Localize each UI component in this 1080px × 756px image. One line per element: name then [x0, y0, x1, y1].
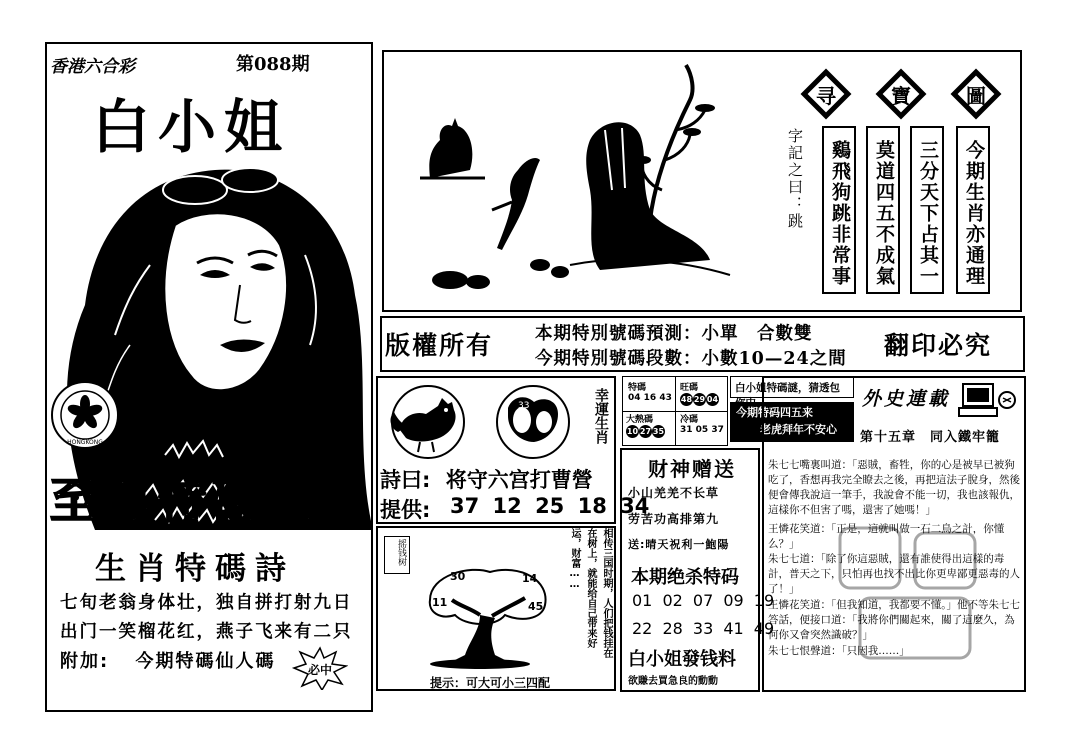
stat-cell-hot — [680, 380, 719, 406]
lucky-zodiac-label: 幸運生肖 — [593, 388, 609, 444]
riddle-word: 字記之曰：跳 — [786, 128, 804, 230]
riddle-column-4: 鷄飛狗跳非常事 — [822, 126, 856, 294]
stat-value: 31 — [680, 425, 693, 435]
novel-paragraph-1: 朱七七嘴裏叫道：「惡賊，畜牲，你的心是被早已被狗吃了，香想再我完全瞭去之後，再把這法子脫身，然後便會傳我說這一筆手，我說會不能一切，我也該報仇，這樣你不但害了嗎，還害了她嗎！」 — [768, 459, 1020, 516]
addon-label: 附加: — [60, 651, 110, 672]
stat-ball: 35 — [652, 427, 665, 436]
tree-number-2: 14 — [522, 572, 538, 585]
stat-title: 特碼 — [628, 383, 647, 393]
poem-say-text: 将守六宫打曹營 — [445, 468, 593, 492]
stat-value: 37 — [711, 425, 724, 435]
stat-cell-cold — [680, 412, 724, 435]
addon-line — [60, 647, 275, 673]
title-tile-2-text: 寶 — [891, 83, 911, 108]
computer-icon — [955, 380, 1019, 422]
money-subtitle: 欲賺去買急良的動動 — [628, 676, 718, 687]
stat-title: 旺碼 — [680, 383, 699, 393]
dog-icon — [490, 384, 576, 460]
title-tile-1-text: 寻 — [816, 83, 836, 108]
ink-illustration — [400, 60, 780, 300]
kill-numbers-row-2: 22 28 33 41 49 — [632, 619, 775, 638]
stat-ball: 48 — [680, 395, 693, 404]
provide-label: 提供: — [380, 498, 431, 522]
bizhong-stamp — [292, 646, 348, 690]
kill-numbers-row-1: 01 02 07 09 19 — [632, 591, 775, 610]
novel-paragraph-2: 王憐花笑道：「正是，這就叫做一石二鳥之計，你懂么？」 — [768, 523, 1005, 550]
title-tile-2 — [875, 68, 927, 120]
serial-title: 外史連載 — [862, 388, 951, 410]
issue-number: 第088期 — [236, 54, 310, 75]
stat-ball: 10 — [626, 427, 639, 436]
provide-numbers: 37 12 25 18 34 — [450, 494, 650, 518]
poem-label — [380, 464, 593, 494]
title-tile-3-text: 圖 — [966, 83, 986, 108]
caishen-line-2: 劳苦功高排第九 — [628, 512, 720, 526]
kill-numbers-title: 本期绝杀特码 — [631, 567, 739, 588]
poem-line-2: 出门一笑榴花红，燕子飞来有二只 — [60, 622, 353, 642]
brand-title: 香港六合彩 — [50, 57, 135, 77]
novel-paragraph-4: 王憐花笑道：「但我知道，我都要不懂。」他不等朱七七答話，便接口道：「我將你們關起來，關了這麼久，為何你又會突然識破？」 — [768, 599, 1020, 641]
poem-title: 生肖特碼詩 — [95, 551, 295, 587]
tree-side-column-3: 运，财富…… — [569, 528, 580, 590]
stat-ball: 29 — [693, 395, 706, 404]
riddle-column-1: 今期生肖亦通理 — [956, 126, 990, 294]
stat-value: 05 — [695, 425, 709, 435]
money-title: 白小姐發钱料 — [628, 649, 736, 670]
rooster-icon — [380, 384, 476, 460]
money-tree-hint: 提示：可大可小三四配 — [430, 676, 551, 690]
money-tree-label: 摇钱树 — [384, 536, 410, 574]
stat-value: 43 — [659, 393, 672, 403]
stat-cell-big-hot — [626, 412, 665, 438]
poem-say-label: 詩曰: — [380, 468, 431, 492]
outline-watermark — [820, 518, 1000, 668]
tree-number-4: 45 — [528, 600, 544, 613]
stat-cell-special — [628, 380, 672, 403]
money-tree-illustration — [410, 560, 560, 670]
caishen-line-1: 小山羌羌不长草 — [628, 486, 720, 500]
riddle-column-2: 三分天下占其一 — [910, 126, 944, 294]
novel-paragraph-5: 朱七七恨聲道：「只因我……」 — [768, 645, 910, 657]
tree-side-column-1: 相传三国时期，人们把钱挂在 — [601, 528, 612, 658]
tree-number-1: 30 — [450, 570, 466, 583]
stat-ball: 04 — [706, 395, 719, 404]
poem-line-1: 七旬老翁身体壮，独自拼打射九日 — [60, 593, 353, 613]
prediction-line-1: 本期特別號碼預測：小單 合數雙 — [535, 324, 813, 344]
serial-chapter: 第十五章 同入鐵牢籠 — [860, 430, 1001, 445]
special-line-2: 老虎拜年不安心 — [760, 423, 837, 436]
special-line-1: 今期特码四五来 — [736, 406, 813, 419]
riddle-box: 白小姐特碼謎，猜透包 — [730, 376, 854, 398]
hk-seal-label: HONGKONG — [67, 439, 103, 446]
addon-text: 今期特碼仙人碼 — [135, 651, 276, 672]
copyright-left: 版權所有 — [385, 331, 494, 360]
stamp-text: 必中 — [307, 663, 333, 677]
riddle-column-3: 莫道四五不成氣 — [866, 126, 900, 294]
stat-title: 大熱碼 — [626, 415, 654, 425]
title-tile-1 — [800, 68, 852, 120]
newspaper-title: 至尊特碼報 — [50, 473, 321, 529]
prediction-line-2: 今期特別號碼段數：小數10—24之間 — [535, 349, 847, 369]
hong-kong-seal-icon — [50, 380, 120, 450]
stat-title: 冷碼 — [680, 415, 699, 425]
copyright-right: 翻印必究 — [884, 331, 993, 360]
stat-value: 16 — [643, 393, 657, 403]
caishen-title: 财神赠送 — [648, 457, 736, 481]
tree-side-column-2: 在树上，就能给自己带来好 — [585, 528, 596, 648]
title-tile-3 — [950, 68, 1002, 120]
novel-paragraph-3: 朱七七道：「除了你這惡賊，還有誰使得出這樣的毒計，普天之下，只怕再也找不出比你更卑鄙更惡毒的人了！」 — [768, 553, 1020, 595]
tree-number-3: 11 — [432, 596, 448, 609]
stat-value: 04 — [628, 393, 641, 403]
stat-ball: 27 — [639, 427, 652, 436]
dog-number: 33 — [518, 401, 530, 411]
masthead-title: 白小姐 — [92, 93, 291, 161]
caishen-line-3: 送:晴天祝利一鮑陽 — [628, 538, 730, 551]
